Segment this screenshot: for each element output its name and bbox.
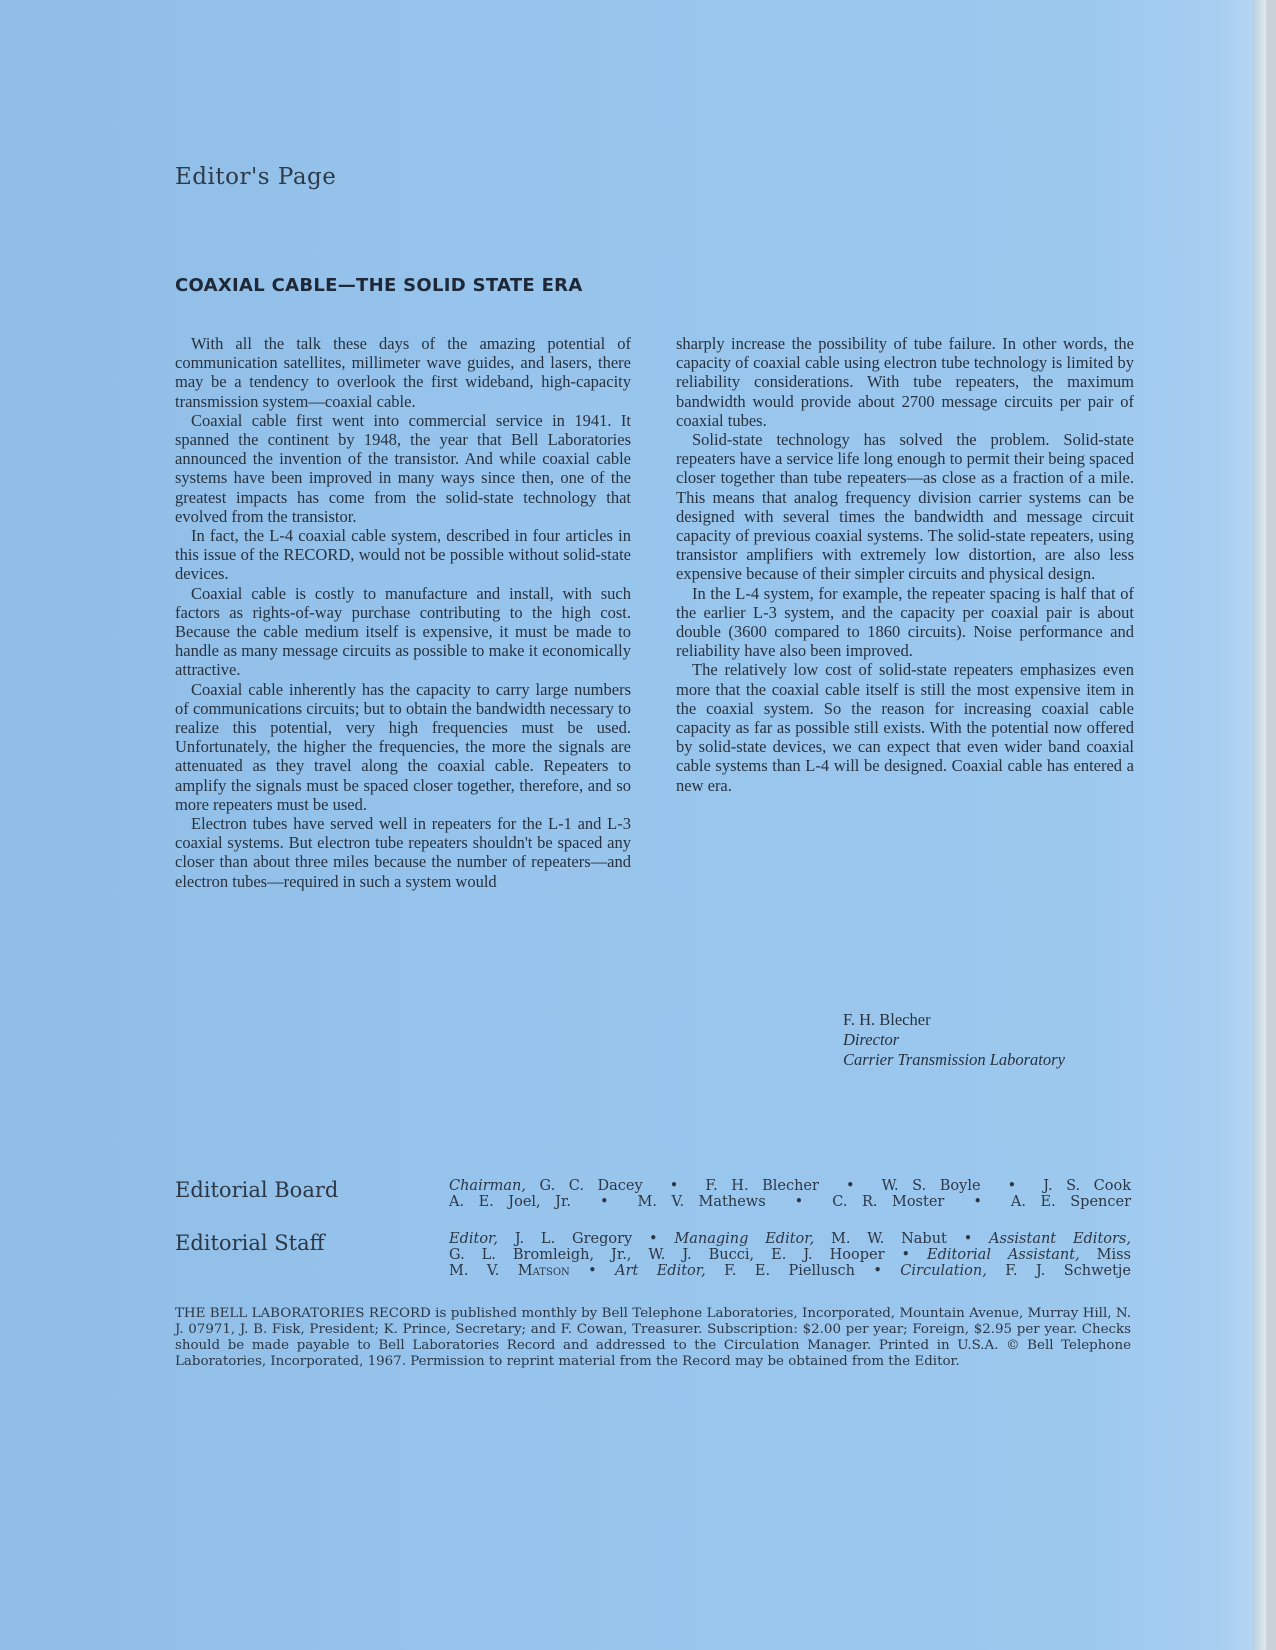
circulation-name: F. J. Schwetje <box>986 1263 1131 1279</box>
editor-role: Editor, <box>449 1231 499 1247</box>
article-headline: COAXIAL CABLE—THE SOLID STATE ERA <box>175 275 583 296</box>
chairman-role: Chairman, <box>449 1178 526 1194</box>
editorial-assistant-surname: M. V. Matson • <box>449 1263 616 1279</box>
article-paragraph: In fact, the L-4 coaxial cable system, described in four articles in this issue of the RECORD, would not be possible without solid-state devices. <box>175 526 631 584</box>
editorial-board-label: Editorial Board <box>175 1178 339 1202</box>
article-paragraph: Solid-state technology has solved the problem. Solid-state repeaters have a service life long enough to permit their being spaced closer together than tube repeaters—as close as a fraction of a mile. This means that analog frequency division carrier systems can be designed with several times the bandwidth and message circuit capacity of previous coaxial systems. The solid-state repeaters, using transistor amplifiers with extremely low distortion, are also less expensive because of their simpler circuits and physical design. <box>676 430 1134 584</box>
article-paragraph: Coaxial cable inherently has the capacity to carry large numbers of communications circuits; but to obtain the bandwidth necessary to realize this potential, very high frequencies must be used. Unfortunately, the higher the frequencies, the more the signals are attenuated as they travel along the coaxial cable. Repeaters to amplify the signals must be spaced closer together, therefore, and so more repeaters must be used. <box>175 679 631 814</box>
section-label: Editor's Page <box>175 164 337 190</box>
article-paragraph: With all the talk these days of the amazing potential of communication satellites, millimeter wave guides, and lasers, there may be a tendency to overlook the first wideband, high-capacity transmission system—coaxial cable. <box>175 334 631 411</box>
managing-editor-role: Managing Editor, <box>674 1231 815 1247</box>
article-paragraph: In the L-4 system, for example, the repeater spacing is half that of the earlier L-3 system, and the capacity per coaxial pair is about double (3600 compared to 1860 circuits). Noise performance and reliability have also been improved. <box>676 583 1134 661</box>
article-paragraph: Coaxial cable first went into commercial service in 1941. It spanned the continent by 1948, the year that Bell Laboratories announced the invention of the transistor. And while coaxial cable systems have been improved in many ways since then, one of the greatest impacts has come from the solid-state technology that evolved from the transistor. <box>175 410 631 526</box>
article-column-left <box>175 334 631 891</box>
page-edge <box>1252 0 1266 1650</box>
editor-name: J. L. Gregory • <box>498 1231 675 1247</box>
publication-notice: THE BELL LABORATORIES RECORD is published monthly by Bell Telephone Laboratories, Incorporated, Mountain Avenue, Murray Hill, N. J. 07971, J. B. Fisk, President; K. Prince, Secretary; and F. Cowan, Treasurer. Subscription: $2.00 per year; Foreign, $2.95 per year. Checks should be made payable to Bell Laboratories Record and addressed to the Circulation Manager. Printed in U.S.A. © Bell Telephone Laboratories, Incorporated, 1967. Permission to reprint material from the Record may be obtained from the Editor. <box>175 1306 1131 1369</box>
article-paragraph: Electron tubes have served well in repeaters for the L-1 and L-3 coaxial systems. But electron tube repeaters shouldn't be spaced any closer than about three miles because the number of repeaters—and electron tubes—required in such a system would <box>175 814 631 891</box>
art-editor-role: Art Editor, <box>615 1263 706 1279</box>
board-names-1: G. C. Dacey • F. H. Blecher • W. S. Boyle • J. S. Cook <box>526 1178 1131 1194</box>
editorial-staff-label: Editorial Staff <box>175 1231 325 1255</box>
article-paragraph: The relatively low cost of solid-state repeaters emphasizes even more that the coaxial cable itself is still the most expensive item in the coaxial system. So the reason for increasing coaxial cable capacity as far as possible still exists. With the potential now offered by solid-state devices, we can expect that even wider band coaxial cable systems than L-4 will be designed. Coaxial cable has entered a new era. <box>676 660 1134 795</box>
signature-department: Carrier Transmission Laboratory <box>843 1050 1065 1069</box>
article-column-right <box>676 334 1134 795</box>
signature-block <box>843 1010 1065 1070</box>
editorial-staff-members <box>449 1231 1131 1279</box>
editorial-board-members <box>449 1178 1131 1210</box>
editorial-staff-line-3 <box>449 1263 1131 1279</box>
art-editor-name: F. E. Piellusch • <box>705 1263 901 1279</box>
editorial-staff-line-1 <box>449 1231 1131 1247</box>
circulation-role: Circulation, <box>900 1263 987 1279</box>
signature-title: Director <box>843 1030 900 1049</box>
editorial-staff-line-2 <box>449 1247 1131 1263</box>
article-paragraph: sharply increase the possibility of tube failure. In other words, the capacity of coaxial cable using electron tube technology is limited by reliability considerations. With tube repeaters, the maximum bandwidth would provide about 2700 message circuits per pair of coaxial tubes. <box>676 334 1134 430</box>
editorial-assistant-role: Editorial Assistant, <box>927 1247 1080 1263</box>
editorial-board-line-2: A. E. Joel, Jr. • M. V. Mathews • C. R. Moster • A. E. Spencer <box>449 1194 1131 1210</box>
assistant-editors-role: Assistant Editors, <box>989 1231 1131 1247</box>
managing-editor-name: M. W. Nabut • <box>814 1231 990 1247</box>
editorial-board-line-1 <box>449 1178 1131 1194</box>
article-paragraph: Coaxial cable is costly to manufacture and install, with such factors as rights-of-way purchase contributing to the high cost. Because the cable medium itself is expensive, it must be made to handle as many message circuits as possible to make it economically attractive. <box>175 583 631 680</box>
signature-name: F. H. Blecher <box>843 1010 931 1029</box>
editorial-assistant-name: Miss <box>1079 1247 1131 1263</box>
assistant-editors-names: G. L. Bromleigh, Jr., W. J. Bucci, E. J. Hooper • <box>449 1247 928 1263</box>
